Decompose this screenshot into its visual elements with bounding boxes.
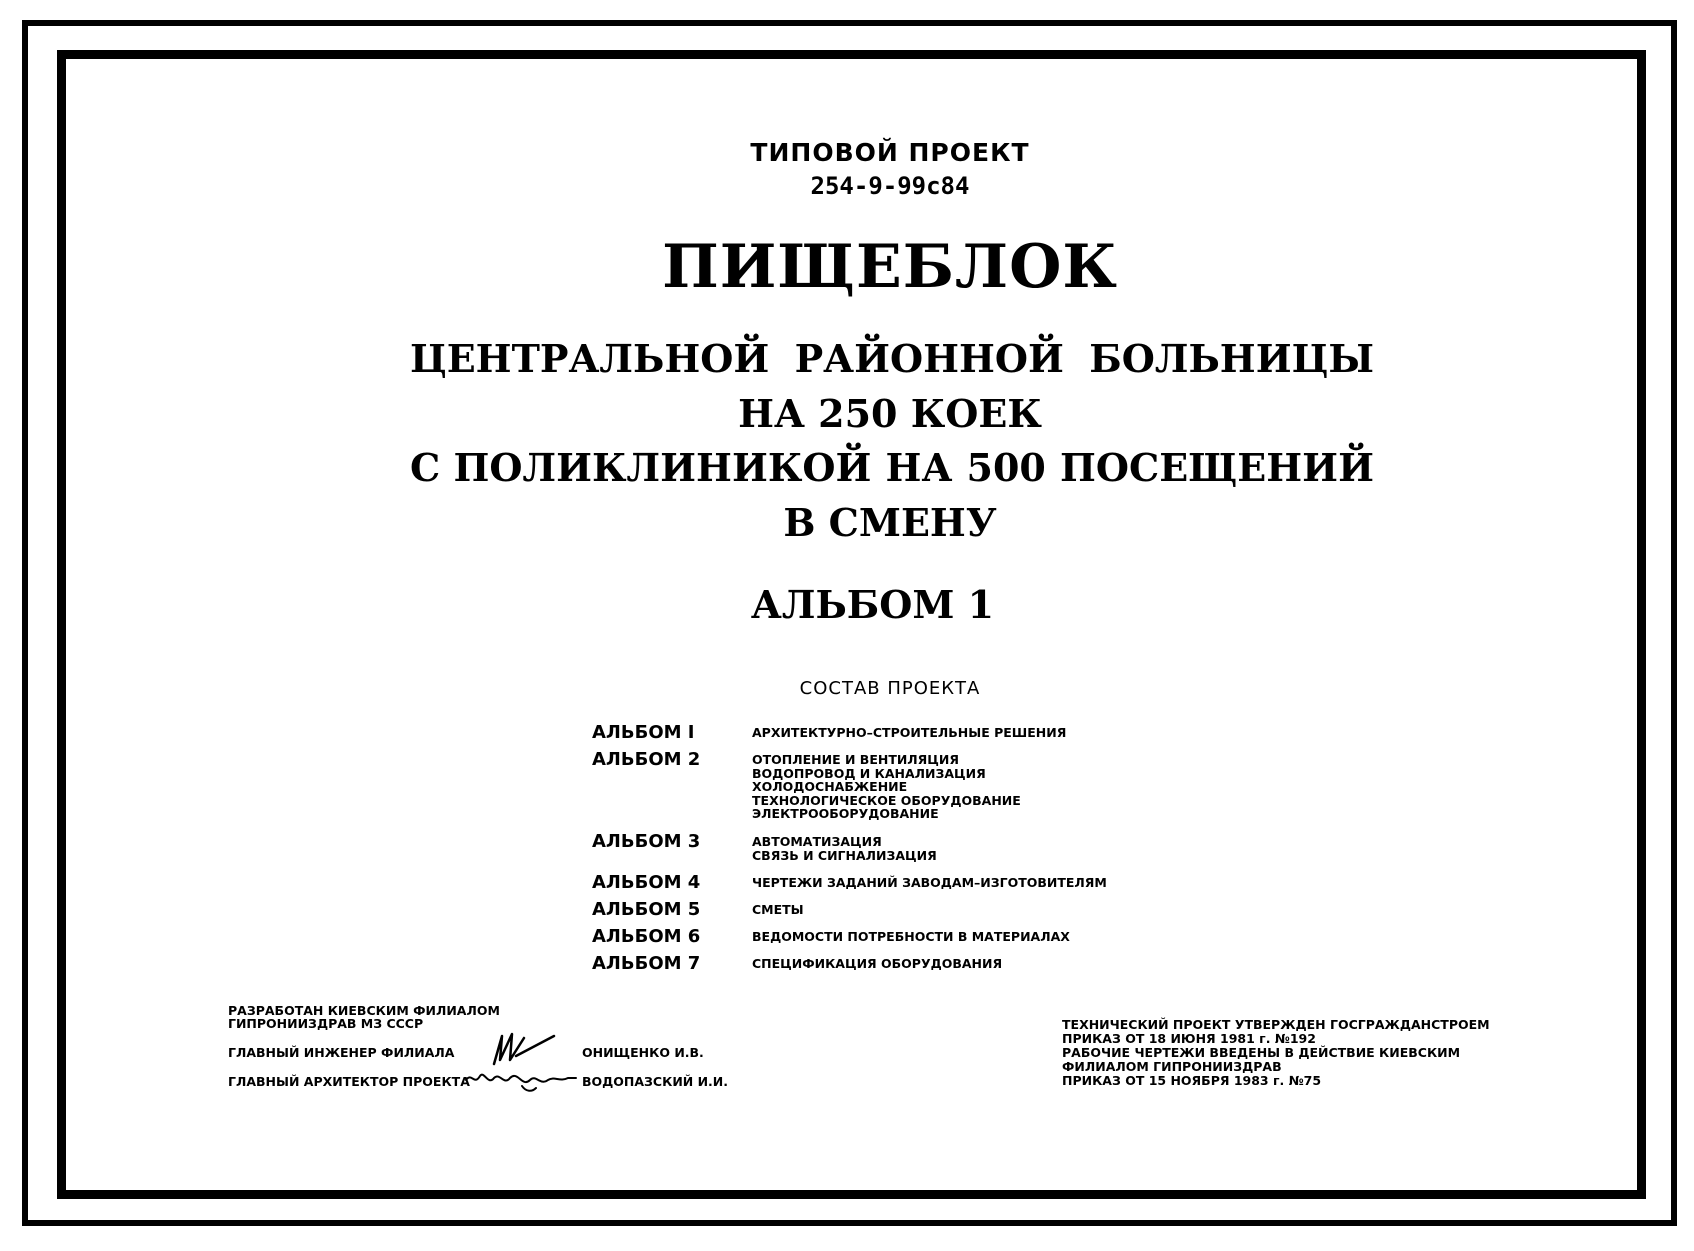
title-line-4: В СМЕНУ	[783, 500, 997, 545]
chief-architect-title: ГЛАВНЫЙ АРХИТЕКТОР ПРОЕКТА	[228, 1074, 470, 1089]
album-description	[752, 872, 1107, 893]
project-type-label: ТИПОВОЙ ПРОЕКТ	[750, 138, 1030, 167]
album-item: ВОДОПРОВОД И КАНАЛИЗАЦИЯ	[752, 765, 986, 781]
album-row	[592, 872, 1107, 893]
album-label: АЛЬБОМ 6	[592, 926, 701, 947]
album-item: ЧЕРТЕЖИ ЗАДАНИЙ ЗАВОДАМ–ИЗГОТОВИТЕЛЯМ	[752, 875, 1107, 890]
album-row	[592, 953, 1002, 974]
album-label: АЛЬБОМ 2	[592, 749, 701, 770]
developer-line-1: РАЗРАБОТАН КИЕВСКИМ ФИЛИАЛОМ	[228, 1003, 500, 1018]
title-word: НА	[885, 445, 953, 490]
chief-engineer-signature	[488, 1030, 560, 1068]
album-item: ОТОПЛЕНИЕ И ВЕНТИЛЯЦИЯ	[752, 752, 959, 767]
title-line-1	[410, 336, 1374, 381]
chief-architect-signature	[462, 1066, 580, 1094]
album-item: АРХИТЕКТУРНО–СТРОИТЕЛЬНЫЕ РЕШЕНИЯ	[752, 725, 1067, 740]
approval-line-1: ТЕХНИЧЕСКИЙ ПРОЕКТ УТВЕРЖДЕН ГОСГРАЖДАНСТРОЕМ	[1062, 1017, 1490, 1032]
album-item: ВЕДОМОСТИ ПОТРЕБНОСТИ В МАТЕРИАЛАХ	[752, 929, 1070, 944]
approval-line-4: ФИЛИАЛОМ ГИПРОНИИЗДРАВ	[1062, 1059, 1282, 1074]
album-label: АЛЬБОМ 4	[592, 872, 701, 893]
album-row	[592, 926, 1070, 947]
album-item: СВЯЗЬ И СИГНАЛИЗАЦИЯ	[752, 847, 937, 863]
album-row	[592, 749, 1021, 821]
album-title: АЛЬБОМ 1	[750, 582, 995, 627]
album-item: СПЕЦИФИКАЦИЯ ОБОРУДОВАНИЯ	[752, 956, 1003, 971]
album-item: СМЕТЫ	[752, 902, 804, 917]
chief-architect-name: ВОДОПАЗСКИЙ И.И.	[582, 1074, 729, 1089]
album-label: АЛЬБОМ 7	[592, 953, 701, 974]
project-code: 254-9-99с84	[810, 172, 970, 200]
album-row	[592, 899, 804, 920]
title-word: С ПОЛИКЛИНИКОЙ	[410, 445, 872, 490]
chief-engineer-title: ГЛАВНЫЙ ИНЖЕНЕР ФИЛИАЛА	[228, 1045, 455, 1060]
title-word: РАЙОННОЙ	[794, 336, 1064, 381]
approval-line-2: ПРИКАЗ ОТ 18 ИЮНЯ 1981 г. №192	[1062, 1031, 1316, 1046]
album-label: АЛЬБОМ 5	[592, 899, 701, 920]
album-row	[592, 831, 937, 862]
album-item: ТЕХНОЛОГИЧЕСКОЕ ОБОРУДОВАНИЕ	[752, 792, 1021, 808]
title-word: ЦЕНТРАЛЬНОЙ	[410, 336, 770, 381]
title-word: БОЛЬНИЦЫ	[1089, 336, 1374, 381]
album-label: АЛЬБОМ I	[592, 722, 695, 743]
album-item: ЭЛЕКТРООБОРУДОВАНИЕ	[752, 806, 939, 821]
developer-line-2: ГИПРОНИИЗДРАВ МЗ СССР	[228, 1016, 424, 1031]
album-item: ХОЛОДОСНАБЖЕНИЕ	[752, 779, 908, 794]
chief-engineer-name: ОНИЩЕНКО И.В.	[582, 1045, 704, 1060]
album-item: АВТОМАТИЗАЦИЯ	[752, 834, 882, 849]
approval-line-3: РАБОЧИЕ ЧЕРТЕЖИ ВВЕДЕНЫ В ДЕЙСТВИЕ КИЕВСКИМ	[1062, 1045, 1461, 1060]
album-label: АЛЬБОМ 3	[592, 831, 701, 852]
main-title: ПИЩЕБЛОК	[662, 232, 1118, 302]
composition-heading: СОСТАВ ПРОЕКТА	[799, 678, 981, 699]
title-word: 500	[966, 445, 1046, 490]
album-description	[752, 749, 1021, 821]
album-description	[752, 899, 804, 920]
title-word: ПОСЕЩЕНИЙ	[1059, 445, 1374, 490]
album-description	[752, 926, 1070, 947]
album-description	[752, 953, 1002, 974]
album-description	[752, 722, 1066, 743]
title-line-2: НА 250 КОЕК	[738, 391, 1042, 436]
album-row	[592, 722, 1066, 743]
album-description	[752, 831, 937, 862]
title-line-3	[410, 445, 1374, 490]
approval-line-5: ПРИКАЗ ОТ 15 НОЯБРЯ 1983 г. №75	[1062, 1073, 1322, 1088]
